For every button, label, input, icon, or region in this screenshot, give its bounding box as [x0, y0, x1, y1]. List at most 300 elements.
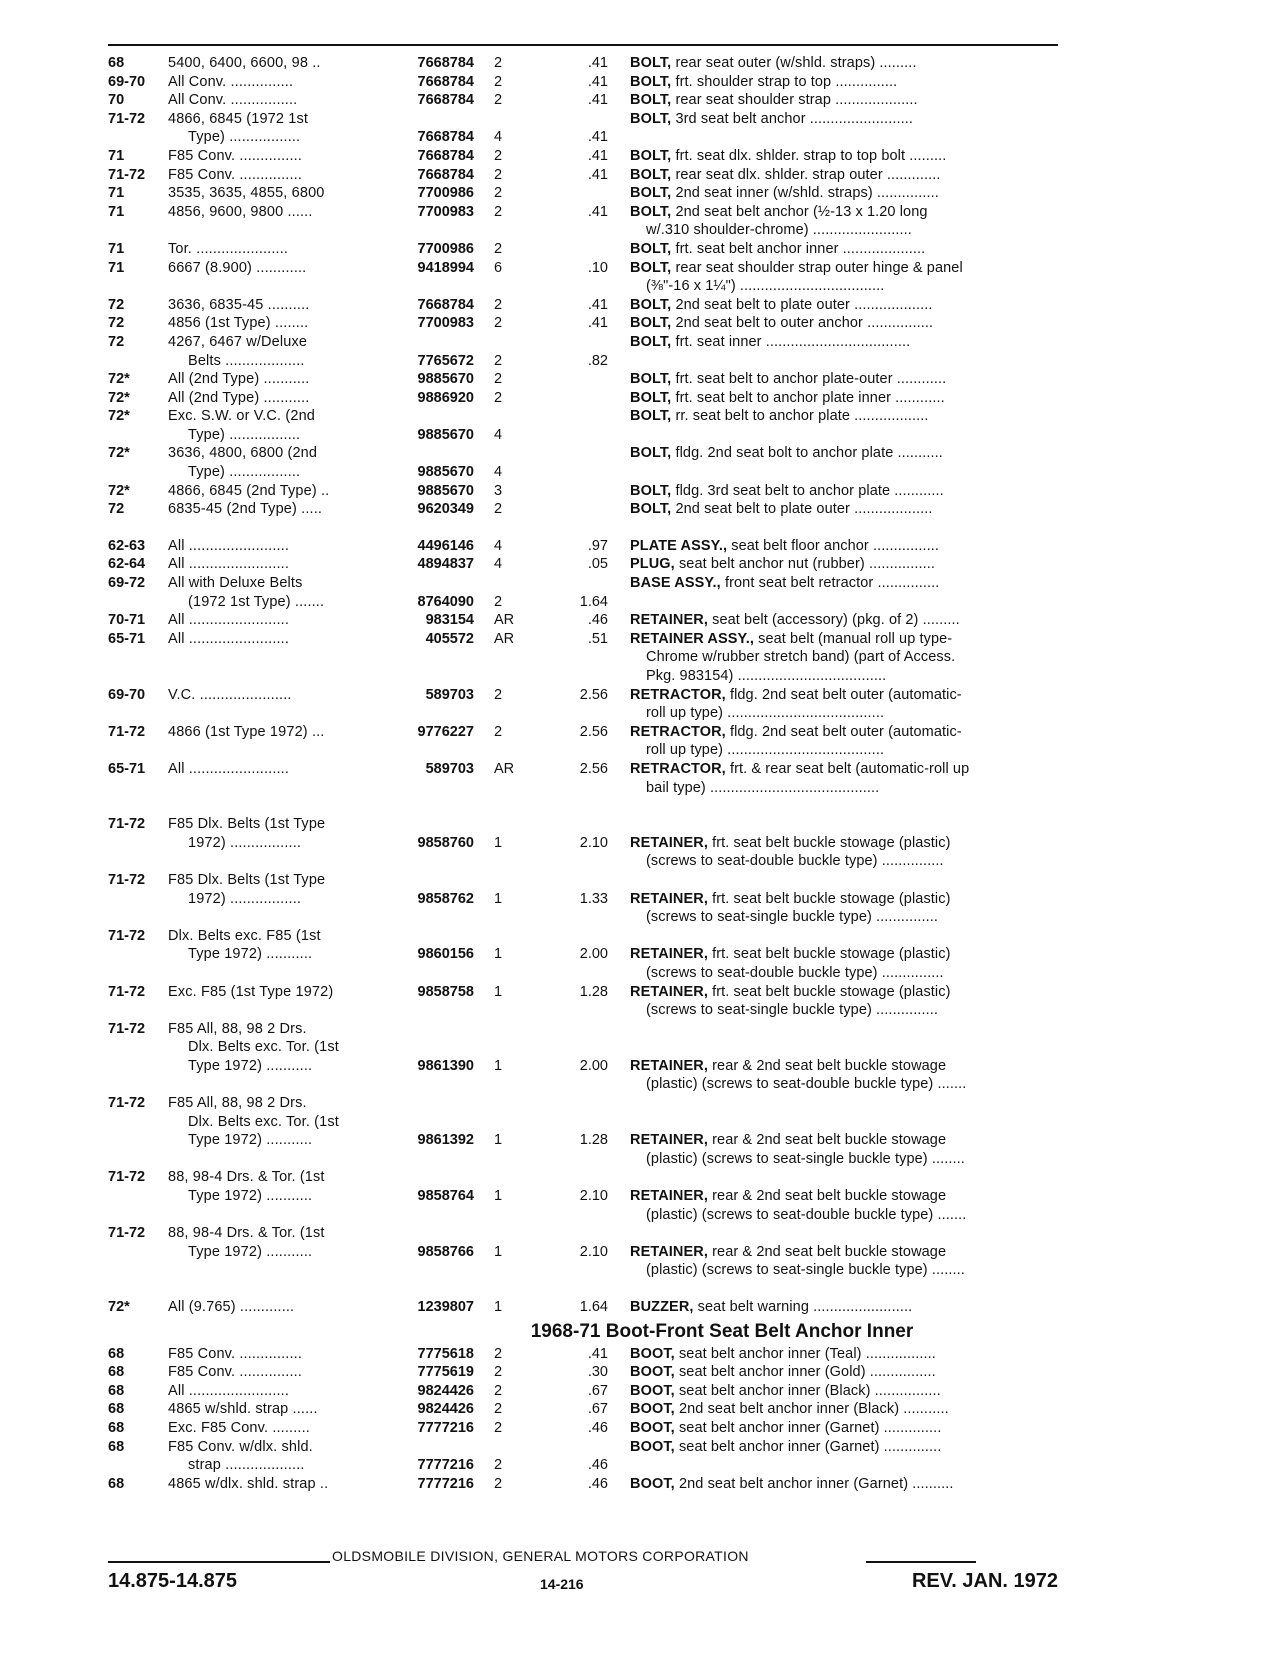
- application: [168, 1187, 390, 1206]
- table-row: [0, 964, 1284, 983]
- page-footer: [108, 1570, 1058, 1598]
- model-year: 72*: [108, 389, 130, 406]
- table-row: [0, 147, 1284, 166]
- part-number: 7668784: [417, 166, 474, 183]
- quantity: 2: [494, 501, 503, 518]
- application-text: 4866, 6845 (2nd Type) ..: [168, 482, 330, 499]
- description: [630, 407, 1060, 426]
- application-text: F85 Conv. ...............: [168, 1345, 303, 1362]
- application: [168, 593, 390, 612]
- price: .10: [587, 259, 608, 276]
- application: [168, 945, 390, 964]
- application: [168, 407, 390, 426]
- model-year: 72*: [108, 1299, 130, 1315]
- part-name: RETAINER,: [630, 983, 708, 1000]
- description: [630, 1400, 1060, 1419]
- application-text: Exc. F85 (1st Type 1972): [168, 983, 334, 1000]
- model-year: 68: [108, 1364, 125, 1381]
- part-name: BOLT,: [630, 408, 672, 425]
- price: .46: [587, 1419, 608, 1436]
- table-row: [0, 686, 1284, 705]
- application: [168, 1243, 390, 1262]
- description: [630, 240, 1060, 259]
- model-year: 72*: [108, 482, 130, 499]
- description-text: frt. seat belt to anchor plate inner ............: [675, 389, 945, 406]
- application: [168, 1298, 390, 1317]
- application-text: Type) .................: [188, 426, 301, 443]
- part-number: 7700983: [417, 315, 474, 332]
- application-text: F85 Dlx. Belts (1st Type: [168, 816, 326, 833]
- table-row: [0, 927, 1284, 946]
- description: [630, 1438, 1060, 1457]
- application-text: All (9.765) .............: [168, 1299, 295, 1315]
- part-number: 7777216: [417, 1457, 474, 1474]
- description: [630, 221, 1060, 240]
- table-row: [0, 296, 1284, 315]
- application-text: 4865 w/dlx. shld. strap ..: [168, 1475, 329, 1492]
- price: .30: [587, 1364, 608, 1381]
- description-text: frt. seat belt buckle stowage (plastic): [712, 983, 951, 1000]
- application-text: All ........................: [168, 760, 290, 777]
- model-year: 70-71: [108, 612, 146, 629]
- description-text: (screws to seat-double buckle type) ...............: [646, 964, 944, 981]
- part-number: 9861392: [417, 1132, 474, 1149]
- part-number: 7668784: [417, 147, 474, 164]
- table-row: [0, 890, 1284, 909]
- application: [168, 1020, 390, 1039]
- table-row: [0, 333, 1284, 352]
- application: [168, 166, 390, 185]
- table-row: [0, 1168, 1284, 1187]
- description: [630, 908, 1060, 927]
- table-row: [0, 834, 1284, 853]
- model-year: 71-72: [108, 871, 146, 888]
- model-year: 71: [108, 240, 125, 257]
- description-text: 2nd seat belt to plate outer ...................: [675, 501, 933, 518]
- model-year: 69-70: [108, 686, 146, 703]
- part-number: 9858766: [417, 1243, 474, 1260]
- application-text: Type 1972) ...........: [188, 1132, 313, 1149]
- description-text: seat belt (manual roll up type-: [758, 630, 953, 647]
- description-text: fldg. 3rd seat belt to anchor plate ............: [675, 482, 944, 499]
- quantity: 2: [494, 166, 503, 183]
- price: .41: [587, 1345, 608, 1362]
- table-row: [0, 463, 1284, 482]
- table-row: [0, 723, 1284, 742]
- model-year: 68: [108, 1419, 125, 1436]
- application-text: All ........................: [168, 537, 290, 554]
- part-name: BOLT,: [630, 501, 672, 518]
- description: [630, 147, 1060, 166]
- application: [168, 630, 390, 649]
- application: [168, 1057, 390, 1076]
- application: [168, 184, 390, 203]
- description-text: rear seat outer (w/shld. straps) .........: [675, 55, 917, 71]
- description-text: seat belt anchor inner (Garnet) ..............: [678, 1438, 942, 1455]
- table-row: [0, 630, 1284, 649]
- quantity: 4: [494, 537, 503, 554]
- table-row: [0, 1261, 1284, 1280]
- description: [630, 1057, 1060, 1076]
- quantity: 1: [494, 983, 503, 1000]
- description-text: frt. seat belt buckle stowage (plastic): [712, 890, 951, 907]
- application-text: strap ...................: [188, 1457, 305, 1474]
- description: [630, 444, 1060, 463]
- quantity: 1: [494, 1299, 503, 1315]
- description: [630, 1187, 1060, 1206]
- quantity: 2: [494, 55, 503, 71]
- price: .41: [587, 203, 608, 220]
- part-number: 9418994: [417, 259, 474, 276]
- description-text: rr. seat belt to anchor plate ..................: [675, 408, 929, 425]
- table-row: [0, 110, 1284, 129]
- description-text: seat belt anchor inner (Teal) .................: [678, 1345, 936, 1362]
- description-text: frt. seat belt anchor inner ....................: [675, 240, 926, 257]
- part-name: BOOT,: [630, 1401, 675, 1418]
- quantity: 2: [494, 1475, 503, 1492]
- description-text: (⅜"-16 x 1¼") ...................................: [646, 278, 885, 295]
- description-text: Chrome w/rubber stretch band) (part of Access.: [646, 649, 956, 666]
- part-name: BOLT,: [630, 92, 672, 109]
- description: [630, 945, 1060, 964]
- description: [630, 500, 1060, 519]
- division-name: OLDSMOBILE DIVISION, GENERAL MOTORS CORPORATION: [332, 1548, 749, 1564]
- description: [630, 1345, 1060, 1364]
- application-text: Dlx. Belts exc. Tor. (1st: [188, 1039, 339, 1056]
- model-year: 62-63: [108, 537, 146, 554]
- part-name: BUZZER,: [630, 1299, 694, 1315]
- application-text: 4866, 6845 (1972 1st: [168, 110, 309, 127]
- application: [168, 110, 390, 129]
- model-year: 62-64: [108, 556, 146, 573]
- application-text: Type 1972) ...........: [188, 1243, 313, 1260]
- description: [630, 110, 1060, 129]
- parts-rows-boots: [0, 1345, 1284, 1494]
- application-text: V.C. ......................: [168, 686, 292, 703]
- application-text: All (2nd Type) ...........: [168, 389, 310, 406]
- part-name: RETAINER,: [630, 834, 708, 851]
- description-text: 3rd seat belt anchor .........................: [675, 110, 913, 127]
- table-row: [0, 221, 1284, 240]
- part-number: 589703: [425, 760, 474, 777]
- page-number: 14-216: [540, 1576, 584, 1592]
- description-text: (screws to seat-single buckle type) ...............: [646, 909, 938, 926]
- table-row: [0, 1038, 1284, 1057]
- part-name: BOLT,: [630, 482, 672, 499]
- application: [168, 1438, 390, 1457]
- part-number: 405572: [425, 630, 474, 647]
- parts-list: [0, 54, 1284, 1493]
- table-row: [0, 184, 1284, 203]
- quantity: 2: [494, 315, 503, 332]
- model-year: 68: [108, 1401, 125, 1418]
- application-text: 88, 98-4 Drs. & Tor. (1st: [168, 1169, 325, 1186]
- table-row: [0, 1187, 1284, 1206]
- table-row: [0, 277, 1284, 296]
- quantity: AR: [494, 630, 515, 647]
- table-row: [0, 1001, 1284, 1020]
- application: [168, 1094, 390, 1113]
- model-year: 72: [108, 296, 125, 313]
- part-number: 7668784: [417, 55, 474, 71]
- model-year: 71-72: [108, 816, 146, 833]
- table-row: [0, 1113, 1284, 1132]
- part-name: RETAINER,: [630, 612, 708, 629]
- part-name: BOLT,: [630, 166, 672, 183]
- footer-rule-right: [866, 1561, 976, 1563]
- application: [168, 54, 390, 73]
- application: [168, 1168, 390, 1187]
- part-name: RETAINER,: [630, 890, 708, 907]
- application: [168, 444, 390, 463]
- model-year: 68: [108, 55, 125, 71]
- description: [630, 1363, 1060, 1382]
- price: .97: [587, 537, 608, 554]
- table-row: [0, 1057, 1284, 1076]
- part-number: 4894837: [417, 556, 474, 573]
- description: [630, 983, 1060, 1002]
- price: .46: [587, 1457, 608, 1474]
- application-text: All ........................: [168, 1382, 290, 1399]
- model-year: 71-72: [108, 110, 146, 127]
- quantity: 2: [494, 1345, 503, 1362]
- model-year: 71-72: [108, 1225, 146, 1242]
- description-text: frt. shoulder strap to top ...............: [675, 73, 898, 90]
- model-year: 71-72: [108, 983, 146, 1000]
- application-text: 1972) .................: [188, 834, 302, 851]
- application: [168, 686, 390, 705]
- part-number: 9858758: [417, 983, 474, 1000]
- table-row: [0, 389, 1284, 408]
- part-number: 9885670: [417, 371, 474, 388]
- model-year: 71-72: [108, 1020, 146, 1037]
- price: 2.56: [579, 760, 608, 777]
- quantity: AR: [494, 612, 515, 629]
- description: [630, 91, 1060, 110]
- description: [630, 1382, 1060, 1401]
- description: [630, 184, 1060, 203]
- application-text: 1972) .................: [188, 890, 302, 907]
- table-row: [0, 240, 1284, 259]
- quantity: 4: [494, 426, 503, 443]
- part-number: 9885670: [417, 464, 474, 481]
- part-name: BASE ASSY.,: [630, 575, 721, 592]
- model-year: 72*: [108, 445, 130, 462]
- description: [630, 1131, 1060, 1150]
- application: [168, 890, 390, 909]
- price: .41: [587, 55, 608, 71]
- price: .05: [587, 556, 608, 573]
- part-number: 7668784: [417, 296, 474, 313]
- table-row: [0, 648, 1284, 667]
- table-row: [0, 259, 1284, 278]
- quantity: 2: [494, 686, 503, 703]
- application-text: 88, 98-4 Drs. & Tor. (1st: [168, 1225, 325, 1242]
- description: [630, 1475, 1060, 1494]
- table-row: [0, 128, 1284, 147]
- model-year: 71-72: [108, 1169, 146, 1186]
- table-row: [0, 593, 1284, 612]
- part-number: 7700986: [417, 185, 474, 202]
- table-row: [0, 945, 1284, 964]
- description: [630, 370, 1060, 389]
- application-text: 4856 (1st Type) ........: [168, 315, 309, 332]
- table-row: [0, 1419, 1284, 1438]
- part-number: 7668784: [417, 73, 474, 90]
- description-text: 2nd seat belt anchor inner (Black) ...........: [678, 1401, 949, 1418]
- price: 2.00: [579, 946, 608, 963]
- quantity: 2: [494, 240, 503, 257]
- description-text: (plastic) (screws to seat-double buckle type) .......: [646, 1076, 967, 1093]
- application: [168, 537, 390, 556]
- model-year: 71-72: [108, 723, 146, 740]
- quantity: 1: [494, 834, 503, 851]
- model-year: 72: [108, 315, 125, 332]
- part-number: 7668784: [417, 129, 474, 146]
- description: [630, 574, 1060, 593]
- description-text: seat belt anchor inner (Black) ................: [678, 1382, 941, 1399]
- quantity: 1: [494, 1057, 503, 1074]
- table-row: [0, 908, 1284, 927]
- application: [168, 1131, 390, 1150]
- application-text: F85 Conv. w/dlx. shld.: [168, 1438, 313, 1455]
- part-name: PLATE ASSY.,: [630, 537, 728, 554]
- part-number: 9858760: [417, 834, 474, 851]
- application: [168, 760, 390, 779]
- description-text: seat belt anchor nut (rubber) ................: [678, 556, 936, 573]
- application-text: All ........................: [168, 612, 290, 629]
- part-number: 9860156: [417, 946, 474, 963]
- application-text: All Conv. ................: [168, 92, 298, 109]
- table-row: [0, 166, 1284, 185]
- description-text: rear seat shoulder strap outer hinge & panel: [675, 259, 963, 276]
- part-name: BOLT,: [630, 333, 672, 350]
- description-text: seat belt warning ........................: [697, 1299, 913, 1315]
- model-year: 71-72: [108, 166, 146, 183]
- description: [630, 555, 1060, 574]
- application: [168, 815, 390, 834]
- description: [630, 667, 1060, 686]
- model-year: 68: [108, 1345, 125, 1362]
- description-text: rear & 2nd seat belt buckle stowage: [712, 1057, 947, 1074]
- description-text: rear seat dlx. shlder. strap outer .............: [675, 166, 941, 183]
- application-text: 4856, 9600, 9800 ......: [168, 203, 313, 220]
- model-year: 68: [108, 1475, 125, 1492]
- quantity: 2: [494, 593, 503, 610]
- quantity: 4: [494, 129, 503, 146]
- application: [168, 314, 390, 333]
- description: [630, 482, 1060, 501]
- description-text: (plastic) (screws to seat-single buckle type) ........: [646, 1262, 965, 1279]
- application: [168, 1345, 390, 1364]
- quantity: 1: [494, 1243, 503, 1260]
- description: [630, 166, 1060, 185]
- table-row: [0, 741, 1284, 760]
- description-text: 2nd seat belt to outer anchor ................: [675, 315, 934, 332]
- part-name: BOLT,: [630, 185, 672, 202]
- description-text: frt. seat belt buckle stowage (plastic): [712, 946, 951, 963]
- description-text: frt. seat dlx. shlder. strap to top bolt .........: [675, 147, 947, 164]
- part-name: BOOT,: [630, 1345, 675, 1362]
- description-text: front seat belt retractor ...............: [724, 575, 940, 592]
- quantity: 2: [494, 389, 503, 406]
- description-text: frt. seat belt buckle stowage (plastic): [712, 834, 951, 851]
- model-year: 68: [108, 1438, 125, 1455]
- part-number: 9861390: [417, 1057, 474, 1074]
- description-text: 2nd seat inner (w/shld. straps) ...............: [675, 185, 939, 202]
- part-number: 9886920: [417, 389, 474, 406]
- quantity: 1: [494, 1188, 503, 1205]
- quantity: 2: [494, 1364, 503, 1381]
- part-number: 9824426: [417, 1382, 474, 1399]
- application: [168, 927, 390, 946]
- application-text: Type 1972) ...........: [188, 1188, 313, 1205]
- part-name: BOOT,: [630, 1419, 675, 1436]
- table-row: [0, 667, 1284, 686]
- application: [168, 203, 390, 222]
- application-text: F85 Conv. ...............: [168, 166, 303, 183]
- description-text: roll up type) ......................................: [646, 705, 885, 722]
- application-text: Tor. ......................: [168, 240, 289, 257]
- price: 2.56: [579, 723, 608, 740]
- part-name: RETRACTOR,: [630, 760, 726, 777]
- part-number: 7775619: [417, 1364, 474, 1381]
- price: .67: [587, 1401, 608, 1418]
- quantity: 6: [494, 259, 503, 276]
- application: [168, 370, 390, 389]
- model-year: 70: [108, 92, 125, 109]
- price: .41: [587, 166, 608, 183]
- footer-rule-left: [108, 1561, 330, 1563]
- description-text: (screws to seat-double buckle type) ...............: [646, 853, 944, 870]
- application-text: Type 1972) ...........: [188, 1057, 313, 1074]
- application-text: Exc. F85 Conv. .........: [168, 1419, 310, 1436]
- table-row: [0, 54, 1284, 73]
- description-text: bail type) .........................................: [646, 779, 880, 796]
- description-text: rear & 2nd seat belt buckle stowage: [712, 1188, 947, 1205]
- description-text: seat belt floor anchor ................: [731, 537, 940, 554]
- description-text: (plastic) (screws to seat-double buckle type) .......: [646, 1206, 967, 1223]
- application: [168, 73, 390, 92]
- description-text: frt. & rear seat belt (automatic-roll up: [729, 760, 970, 777]
- description: [630, 834, 1060, 853]
- quantity: 4: [494, 464, 503, 481]
- model-year: 71-72: [108, 927, 146, 944]
- application-text: All ........................: [168, 556, 290, 573]
- price: .41: [587, 147, 608, 164]
- table-row: [0, 1438, 1284, 1457]
- part-name: RETAINER,: [630, 1057, 708, 1074]
- price: .41: [587, 315, 608, 332]
- model-year: 65-71: [108, 760, 146, 777]
- description: [630, 611, 1060, 630]
- quantity: 2: [494, 352, 503, 369]
- table-row: [0, 444, 1284, 463]
- part-number: 4496146: [417, 537, 474, 554]
- application: [168, 555, 390, 574]
- application-text: 3636, 4800, 6800 (2nd: [168, 445, 318, 462]
- price: .46: [587, 612, 608, 629]
- description-text: w/.310 shoulder-chrome) ........................: [646, 222, 912, 239]
- part-name: RETAINER,: [630, 1132, 708, 1149]
- description: [630, 964, 1060, 983]
- price: .41: [587, 73, 608, 90]
- description: [630, 1243, 1060, 1262]
- part-number: 7765672: [417, 352, 474, 369]
- application: [168, 834, 390, 853]
- price: 2.10: [579, 1188, 608, 1205]
- quantity: 1: [494, 946, 503, 963]
